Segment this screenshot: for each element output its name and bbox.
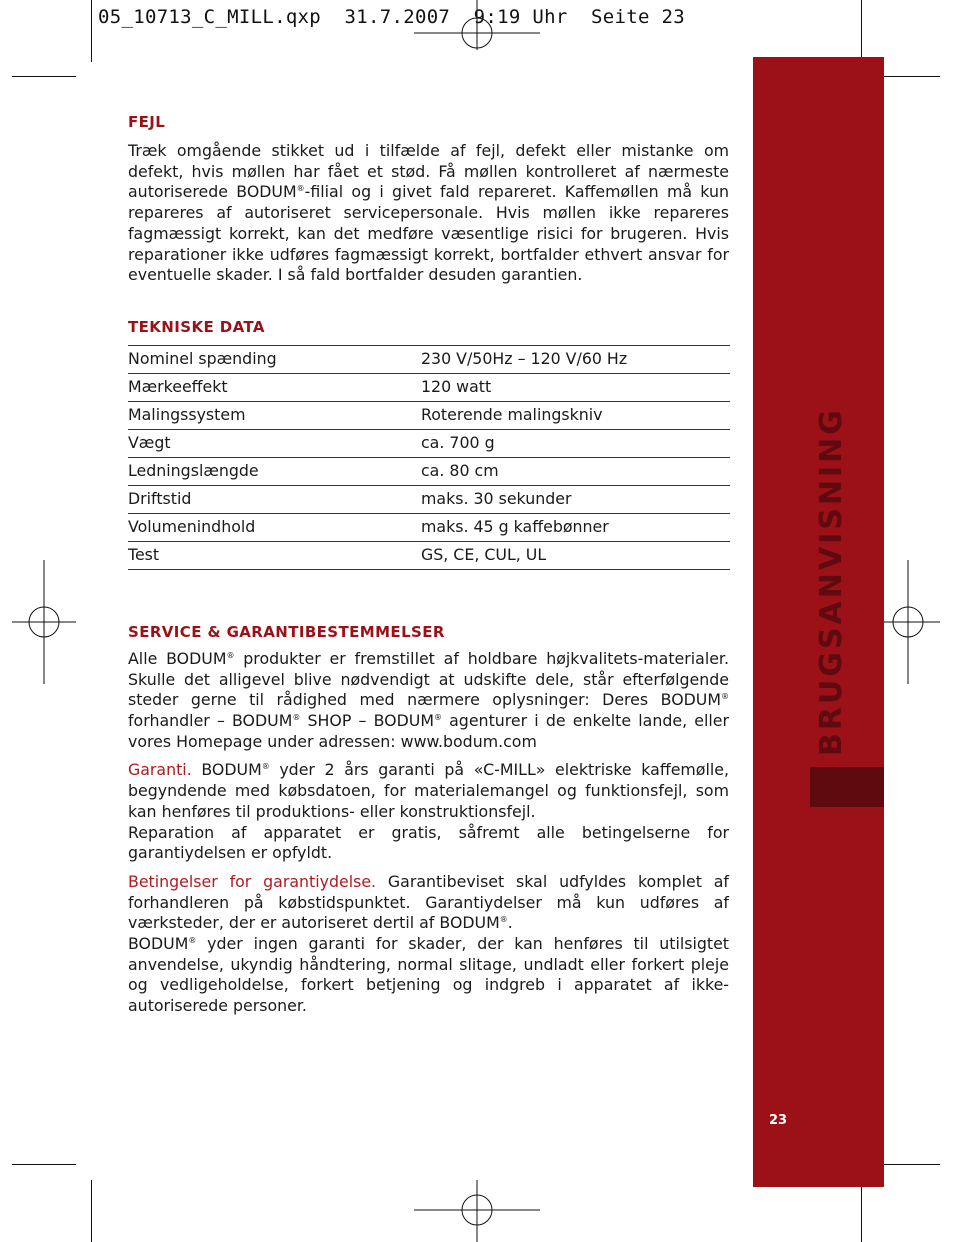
- disclaimer-paragraph: BODUM® yder ingen garanti for skader, der kan henføres til utilsigtet anvendelse, ukyndig håndtering, normal slitage, undladt eller forkert pleje og vedligeholdelse, forkert betjening og indgreb i apparatet af ikke-autoriserede personer.: [128, 934, 729, 1016]
- table-row: [128, 401, 730, 429]
- main-content: [128, 112, 729, 1017]
- spec-label: Nominel spænding: [128, 345, 421, 373]
- print-slug: 05_10713_C_MILL.qxp 31.7.2007 9:19 Uhr Seite 23: [98, 6, 685, 28]
- spec-value: ca. 80 cm: [421, 457, 730, 485]
- spec-value: ca. 700 g: [421, 429, 730, 457]
- page-number: 23: [769, 1113, 788, 1128]
- sidebar-title: BRUGSANVISNING: [814, 407, 849, 756]
- table-row: [128, 373, 730, 401]
- crop-mark: [876, 76, 940, 77]
- fejl-paragraph: Træk omgående stikket ud i tilfælde af fejl, defekt eller mistanke om defekt, hvis møllen har fået et stød. Få møllen kontrolleret af nærmeste autoriserede BODUM®-filial og i givet fald repareret. Kaffemøllen må kun repareres af autoriseret servicepersonale. Hvis møllen ikke repareres fagmæssigt korrekt, kan det medføre væsentlige risici for brugeren. Hvis reparationer ikke udføres fagmæssigt korrekt, bortfalder ethvert ansvar for eventuelle skader. I så fald bortfalder desuden garantien.: [128, 141, 729, 285]
- crop-mark: [91, 0, 92, 62]
- registration-mark-icon: [414, 0, 540, 50]
- reparation-paragraph: Reparation af apparatet er gratis, såfremt alle betingelserne for garantiydelsen er opfyldt.: [128, 822, 729, 863]
- spec-value: maks. 30 sekunder: [421, 485, 730, 513]
- betingelser-paragraph: Betingelser for garantiydelse. Garantibeviset skal udfyldes komplet af forhandleren på købstidspunktet. Garantiydelser må kun udføres af værksteder, der er autoriseret dertil af BODUM®.: [128, 871, 729, 933]
- spec-label: Vægt: [128, 429, 421, 457]
- section-heading-service: SERVICE & GARANTIBESTEMMELSER: [128, 622, 445, 641]
- spec-label: Malingssystem: [128, 401, 421, 429]
- crop-mark: [876, 1164, 940, 1165]
- table-row: [128, 345, 730, 373]
- garanti-paragraph: Garanti. BODUM® yder 2 års garanti på «C-MILL» elektriske kaffemølle, begyndende med købsdatoen, for materialemangel og funktionsfejl, som kan henføres til produktions- eller konstruktionsfejl.: [128, 760, 729, 821]
- spec-value: maks. 45 g kaffebønner: [421, 513, 730, 541]
- crop-mark: [12, 1164, 76, 1165]
- service-paragraph: Alle BODUM® produkter er fremstillet af holdbare højkvalitets-materialer. Skulle det alligevel blive nødvendigt at udskifte dele, står efterfølgende steder gerne til rådighed med nærmere oplysninger: Deres BODUM® forhandler – BODUM® SHOP – BODUM® agenturer i de enkelte lande, eller vores Homepage under adressen: www.bodum.com: [128, 648, 729, 751]
- crop-mark: [12, 76, 76, 77]
- crop-mark: [861, 0, 862, 62]
- spec-value: 120 watt: [421, 373, 730, 401]
- spec-value: GS, CE, CUL, UL: [421, 541, 730, 569]
- table-row: [128, 513, 730, 541]
- garanti-label: Garanti.: [128, 760, 192, 780]
- table-row: [128, 429, 730, 457]
- spec-value: 230 V/50Hz – 120 V/60 Hz: [421, 345, 730, 373]
- crop-mark: [861, 1180, 862, 1242]
- section-heading-tekniske-data: TEKNISKE DATA: [128, 317, 265, 336]
- spec-label: Ledningslængde: [128, 457, 421, 485]
- sidebar-tab: [810, 767, 884, 807]
- table-row: [128, 457, 730, 485]
- spec-label: Driftstid: [128, 485, 421, 513]
- registration-mark-icon: [414, 1180, 540, 1242]
- registration-mark-icon: [876, 560, 940, 684]
- spec-label: Mærkeeffekt: [128, 373, 421, 401]
- crop-mark: [91, 1180, 92, 1242]
- betingelser-label: Betingelser for garantiydelse.: [128, 871, 377, 891]
- registration-mark-icon: [12, 560, 76, 684]
- spec-value: Roterende malingskniv: [421, 401, 730, 429]
- table-row: [128, 485, 730, 513]
- spec-label: Test: [128, 541, 421, 569]
- table-row: [128, 541, 730, 569]
- spec-label: Volumenindhold: [128, 513, 421, 541]
- tech-data-table: [128, 345, 730, 570]
- section-heading-fejl: FEJL: [128, 113, 166, 131]
